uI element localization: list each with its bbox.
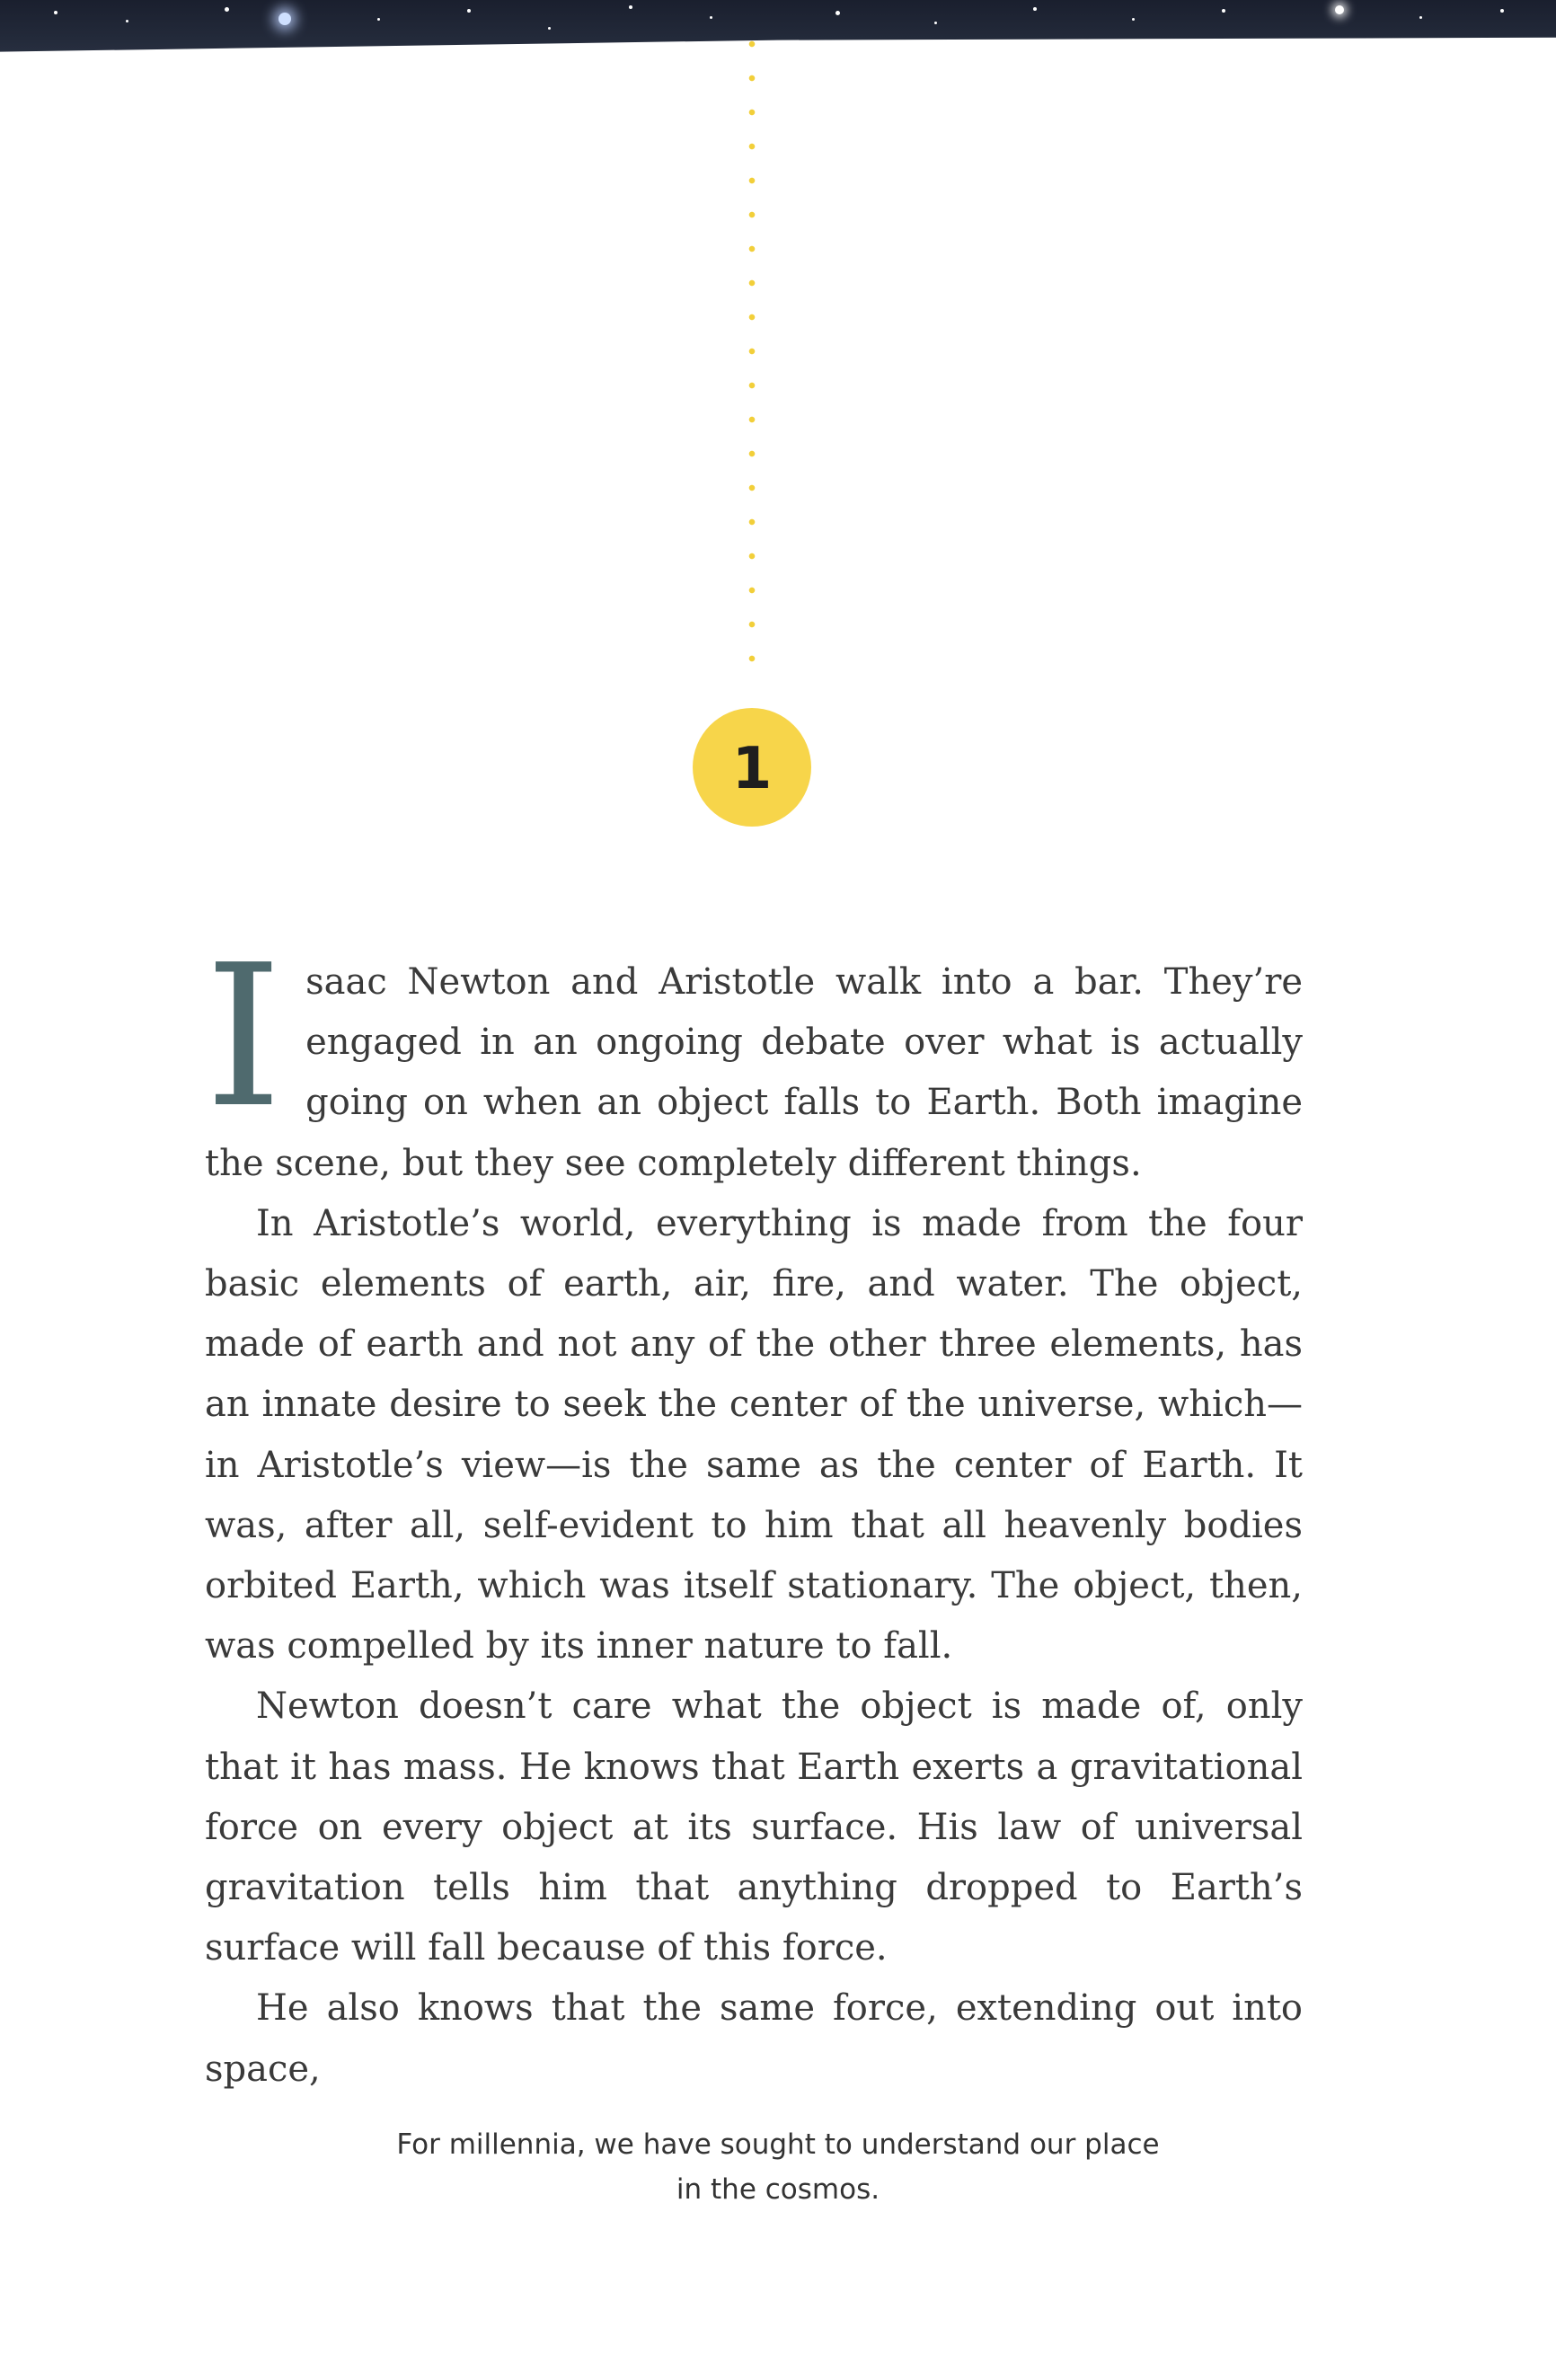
star [1222, 9, 1225, 13]
chapter-number-badge [693, 708, 811, 827]
paragraph: He also knows that the same force, extending out into space, [205, 1987, 1303, 2090]
star [934, 22, 937, 24]
paragraph: In Aristotle’s world, everything is made from the four basic elements of earth, air, fire, and water. The object, made of earth and not any of the other three elements, has an innate desire to seek the center of the universe, which—in Aristotle’s view—is the same as the center of Earth. It was, after all, self-evident to him that all heavenly bodies orbited Earth, which was itself stationary. The object, then, was compelled by its inner nature to fall. [205, 1202, 1303, 1668]
chapter-number: 1 [731, 736, 773, 802]
caption-line: For millennia, we have sought to understand our place [396, 2128, 1160, 2161]
star [1132, 18, 1135, 21]
star [1500, 9, 1504, 13]
body-text [205, 924, 1303, 2100]
star [467, 9, 471, 13]
star [54, 11, 57, 14]
dotted-connector-line [748, 27, 756, 683]
star [377, 18, 380, 21]
star [548, 27, 551, 30]
paragraph: Newton doesn’t care what the object is made of, only that it has mass. He knows that Earth exerts a gravitational force on every object at its surface. His law of universal gravitation tells him that anything dropped to Earth’s surface will fall because of this force. [205, 1685, 1303, 1969]
paragraph [205, 924, 1303, 1194]
paragraph-text: saac Newton and Aristotle walk into a bar. They’re engaged in an ongoing debate over what is actually going on when an object falls to Earth. Both imagine the scene, but they see completely different things. [205, 961, 1303, 1184]
star [1335, 5, 1344, 14]
star [278, 13, 291, 25]
star [225, 7, 229, 12]
star [126, 20, 128, 22]
caption-line: in the cosmos. [676, 2173, 880, 2206]
starry-sky-banner [0, 0, 1556, 65]
star [835, 11, 840, 15]
star [1419, 16, 1422, 19]
star [710, 16, 712, 19]
image-caption [329, 2122, 1227, 2212]
star [629, 5, 632, 9]
drop-cap: I [205, 924, 283, 1151]
star [1033, 7, 1037, 11]
